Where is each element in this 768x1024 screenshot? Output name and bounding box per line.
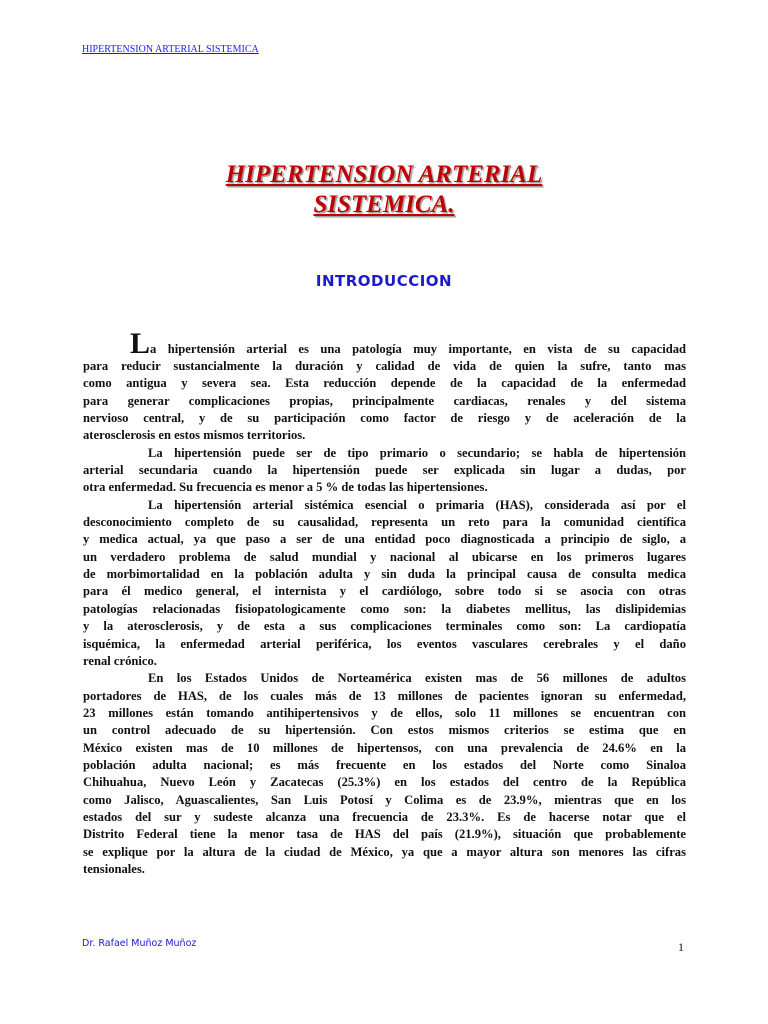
text-line: México existen mas de 10 millones de hipertensos, con una prevalencia de 24.6% en la — [83, 740, 686, 755]
text-line: como antigua y severa sea. Esta reducción depende de la capacidad de la enfermedad — [83, 376, 686, 391]
page-number: 1 — [678, 940, 684, 954]
text-line: En los Estados Unidos de Norteamérica existen mas de 56 millones de adultos — [148, 671, 686, 686]
title-line-1: HIPERTENSION ARTERIAL — [225, 161, 543, 188]
text-line: población adulta nacional; es más frecuente en los estados del Norte como Sinaloa — [83, 757, 686, 772]
section-heading: INTRODUCCION — [315, 272, 453, 290]
text-line: desconocimiento completo de su causalidad, representa un reto para la comunidad científica — [83, 515, 686, 530]
text-line: como Jalisco, Aguascalientes, San Luis Potosí y Colima es de 23.9%, mientras que en los — [83, 792, 686, 807]
document-title — [0, 160, 768, 220]
text-line: portadores de HAS, de los cuales más de 13 millones de pacientes ignoran su enfermedad, — [83, 688, 686, 703]
text-line: y medica actual, ya que paso a ser de una entidad poco diagnosticada a principio de siglo, a — [83, 532, 686, 547]
text-line: de morbimortalidad en la población adulta y sin duda la principal causa de consulta medica — [83, 567, 686, 582]
document-body — [83, 327, 686, 878]
text-line: isquémica, la enfermedad arterial periférica, los eventos vasculares cerebrales y el daño — [83, 636, 686, 651]
text-line: un control adecuado de su hipertensión. Con estos mismos criterios se estima que en — [83, 723, 686, 738]
drop-cap: L — [130, 327, 151, 360]
paragraph — [83, 327, 686, 445]
text-line: Chihuahua, Nuevo León y Zacatecas (25.3%) en los estados del centro de la República — [83, 775, 686, 790]
text-line: un verdadero problema de salud mundial y nacional al ubicarse en los primeros lugares — [83, 549, 686, 564]
text-line: aterosclerosis en estos mismos territorios. — [83, 428, 306, 443]
text-line: Distrito Federal tiene la menor tasa de HAS del país (21.9%), situación que probablemente — [83, 827, 686, 842]
title-line-2: SISTEMICA. — [313, 191, 455, 218]
text-line: estados del sur y sudeste alcanza una frecuencia de 23.3%. Es de hacerse notar que el — [83, 809, 686, 824]
paragraph — [83, 497, 686, 670]
paragraph — [83, 445, 686, 497]
text-line: para reducir sustancialmente la duración y calidad de vida de quien la sufre, tanto mas — [83, 359, 686, 373]
text-line: La hipertensión arterial sistémica esencial o primaria (HAS), considerada así por el — [148, 497, 686, 512]
text-line: 23 millones están tomando antihipertensivos y de ellos, solo 11 millones se encuentran con — [83, 705, 686, 720]
paragraph — [83, 670, 686, 878]
text-line-content: a hipertensión arterial es una patología muy importante, en vista de su capacidad — [150, 342, 686, 356]
text-line: renal crónico. — [83, 653, 157, 668]
text-line: para generar complicaciones propias, principalmente cardiacas, renales y del sistema — [83, 393, 686, 408]
text-line: y la aterosclerosis, y de esta a sus complicaciones terminales como son: La cardiopatía — [83, 619, 686, 634]
text-line: nervioso central, y de su participación como factor de riesgo y de aceleración de la — [83, 411, 686, 426]
text-line: patologías relacionadas fisiopatologicamente como son: la diabetes mellitus, las dislipidemias — [83, 601, 686, 616]
text-line: tensionales. — [83, 861, 145, 876]
text-line — [83, 327, 686, 360]
running-header-link[interactable]: HIPERTENSION ARTERIAL SISTEMICA — [82, 44, 259, 55]
text-line: La hipertensión puede ser de tipo primario o secundario; se habla de hipertensión — [148, 445, 686, 460]
text-line: para él medico general, el internista y el cardiólogo, sobre todo si se asocia con otras — [83, 584, 686, 599]
text-line: se explique por la altura de la ciudad de México, ya que a mayor altura son menores las cifras — [83, 844, 686, 859]
text-line: arterial secundaria cuando la hipertensión puede ser explicada sin lugar a dudas, por — [83, 463, 686, 478]
text-line: otra enfermedad. Su frecuencia es menor a 5 % de todas las hipertensiones. — [83, 480, 488, 495]
footer-author: Dr. Rafael Muñoz Muñoz — [82, 938, 197, 949]
